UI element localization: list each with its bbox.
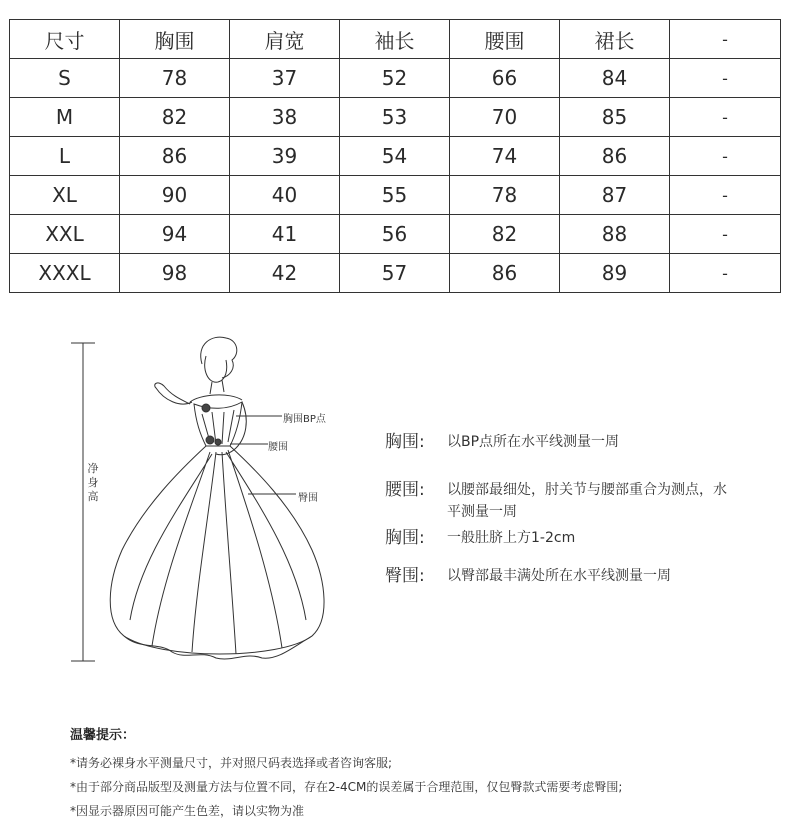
tip-item: *因显示器原因可能产生色差，请以实物为准 xyxy=(70,804,305,818)
table-cell: 39 xyxy=(230,137,340,176)
table-cell: 86 xyxy=(120,137,230,176)
header-sleeve: 袖长 xyxy=(340,20,450,59)
table-row xyxy=(10,215,781,254)
dress-measurement-illustration xyxy=(60,330,370,675)
table-cell: 78 xyxy=(450,176,560,215)
flower-detail xyxy=(215,439,221,445)
table-cell: - xyxy=(670,137,781,176)
tip-item: *请务必裸身水平测量尺寸，并对照尺码表选择或者咨询客服; xyxy=(70,756,393,770)
table-cell: XXXL xyxy=(10,254,120,293)
header-waist: 腰围 xyxy=(450,20,560,59)
table-cell: - xyxy=(670,176,781,215)
table-cell: 56 xyxy=(340,215,450,254)
measure-term: 腰围: xyxy=(385,480,425,500)
measure-desc: 以BP点所在水平线测量一周 xyxy=(447,434,620,450)
table-cell: 54 xyxy=(340,137,450,176)
table-cell: 53 xyxy=(340,98,450,137)
header-shoulder: 肩宽 xyxy=(230,20,340,59)
measure-desc: 以臀部最丰满处所在水平线测量一周 xyxy=(447,568,671,584)
table-row xyxy=(10,254,781,293)
header-size: 尺寸 xyxy=(10,20,120,59)
table-cell: 70 xyxy=(450,98,560,137)
left-arm xyxy=(155,383,192,404)
measure-waist xyxy=(385,479,739,523)
table-row xyxy=(10,176,781,215)
table-cell: 86 xyxy=(450,254,560,293)
table-cell: 82 xyxy=(450,215,560,254)
table-cell: M xyxy=(10,98,120,137)
table-row xyxy=(10,137,781,176)
flower-detail xyxy=(202,404,210,412)
measure-desc: 以腰部最细处，肘关节与腰部重合为测点，水平测量一周 xyxy=(447,482,727,520)
flower-detail xyxy=(206,436,214,444)
table-cell: 86 xyxy=(560,137,670,176)
waist-callout: 腰围 xyxy=(268,442,288,453)
header-bust: 胸围 xyxy=(120,20,230,59)
table-cell: 55 xyxy=(340,176,450,215)
measure-bust xyxy=(385,431,737,454)
table-cell: 88 xyxy=(560,215,670,254)
table-cell: 98 xyxy=(120,254,230,293)
dress-sketch xyxy=(60,330,370,675)
measure-desc: 一般肚脐上方1-2cm xyxy=(447,530,576,546)
header-blank: - xyxy=(670,20,781,59)
face xyxy=(205,356,227,382)
table-cell: - xyxy=(670,98,781,137)
table-cell: 52 xyxy=(340,59,450,98)
table-cell: 37 xyxy=(230,59,340,98)
hip-callout: 臀围 xyxy=(298,493,318,504)
table-cell: 42 xyxy=(230,254,340,293)
size-chart-table xyxy=(9,19,781,293)
table-cell: XL xyxy=(10,176,120,215)
table-cell: - xyxy=(670,59,781,98)
table-cell: 78 xyxy=(120,59,230,98)
table-cell: 90 xyxy=(120,176,230,215)
table-cell: L xyxy=(10,137,120,176)
table-cell: 38 xyxy=(230,98,340,137)
shoulder-line xyxy=(190,395,242,402)
table-cell: 66 xyxy=(450,59,560,98)
table-cell: 85 xyxy=(560,98,670,137)
body-height-label: 净身高 xyxy=(87,462,99,503)
table-cell: 57 xyxy=(340,254,450,293)
table-cell: 82 xyxy=(120,98,230,137)
table-cell: 87 xyxy=(560,176,670,215)
skirt-outline xyxy=(110,446,324,654)
table-cell: S xyxy=(10,59,120,98)
table-row xyxy=(10,59,781,98)
tip-item: *由于部分商品版型及测量方法与位置不同，存在2-4CM的误差属于合理范围，仅包臀款式需要考虑臀围; xyxy=(70,780,623,794)
table-cell: 74 xyxy=(450,137,560,176)
tips-section xyxy=(70,724,780,823)
table-cell: 41 xyxy=(230,215,340,254)
skirt-folds xyxy=(130,450,306,654)
table-cell: 89 xyxy=(560,254,670,293)
table-row xyxy=(10,98,781,137)
bust-bp-callout: 胸围BP点 xyxy=(283,414,326,425)
table-cell: 94 xyxy=(120,215,230,254)
table-cell: 40 xyxy=(230,176,340,215)
measure-term: 臀围: xyxy=(385,566,425,586)
table-cell: XXL xyxy=(10,215,120,254)
table-cell: 84 xyxy=(560,59,670,98)
measure-bust-note xyxy=(385,527,737,550)
table-cell: - xyxy=(670,215,781,254)
table-header-row xyxy=(10,20,781,59)
table-cell: - xyxy=(670,254,781,293)
measure-term: 胸围: xyxy=(385,528,425,548)
measure-hip xyxy=(385,565,737,588)
measure-term: 胸围: xyxy=(385,432,425,452)
tips-title: 温馨提示： xyxy=(70,728,136,743)
header-skirt-length: 裙长 xyxy=(560,20,670,59)
